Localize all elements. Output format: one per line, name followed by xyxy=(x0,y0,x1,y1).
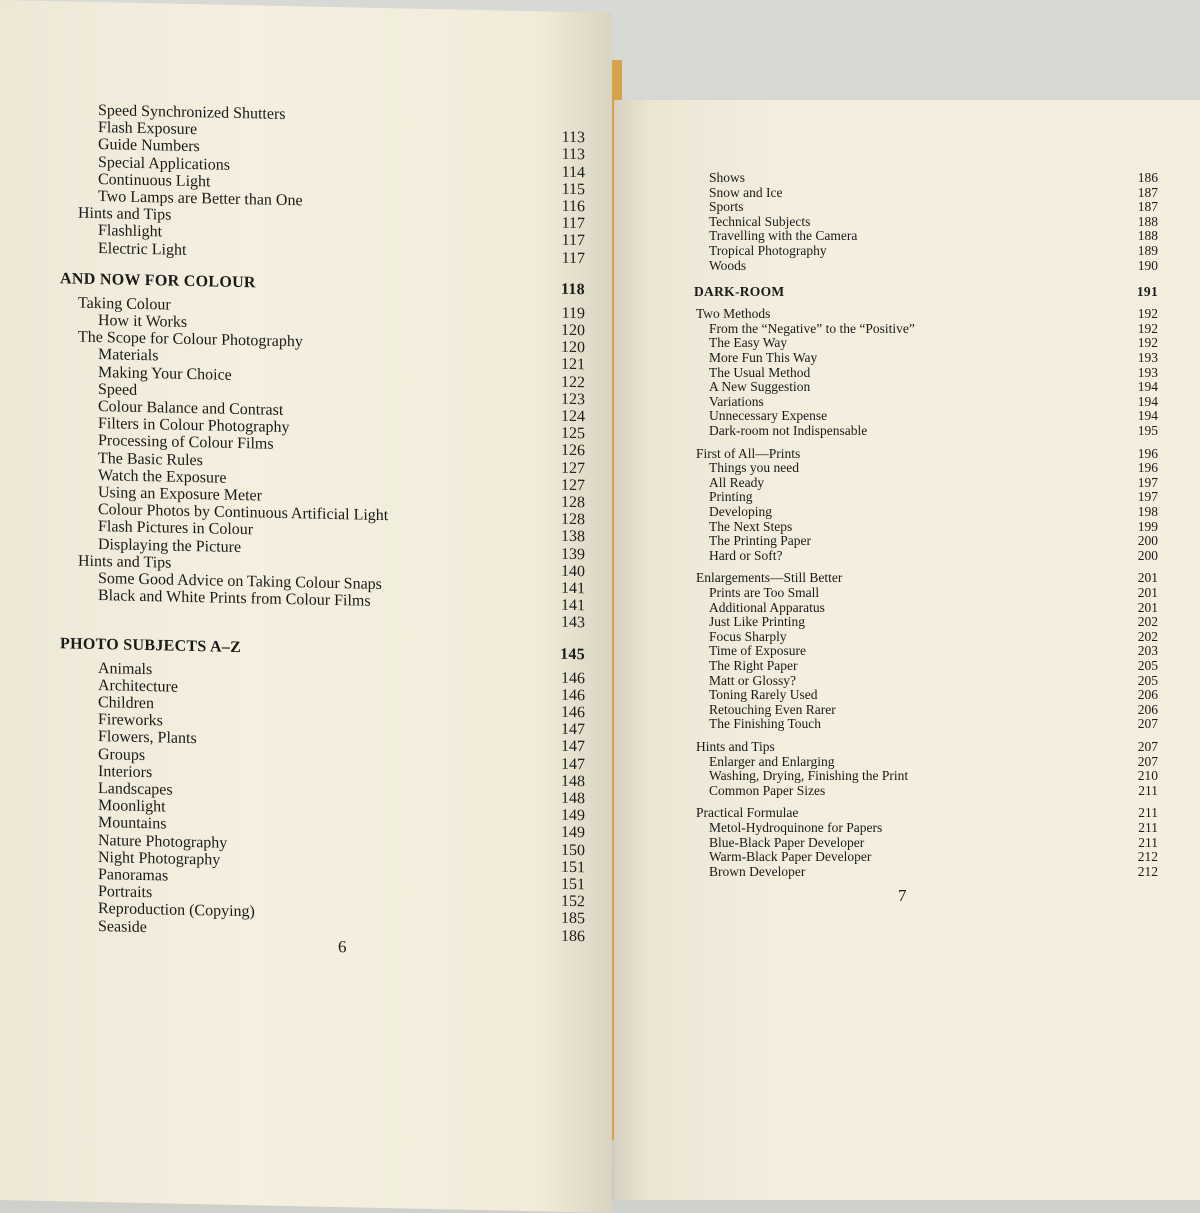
toc-entry-page: 141 xyxy=(561,579,585,598)
toc-entry-title: Continuous Light xyxy=(98,170,211,191)
toc-entry-page: 207 xyxy=(1137,716,1158,732)
toc-entry-title: How it Works xyxy=(98,312,188,331)
toc-entry-title: Brown Developer xyxy=(709,863,806,879)
toc-entry-page: 148 xyxy=(561,789,585,808)
toc-entry-title: The Finishing Touch xyxy=(709,716,822,732)
toc-entry-title: Making Your Choice xyxy=(98,363,232,384)
toc-entry-title: Seaside xyxy=(98,917,147,936)
toc-entry xyxy=(60,239,585,267)
toc-entry xyxy=(60,552,585,581)
toc-entry-title: Electric Light xyxy=(98,239,187,259)
toc-entry-title: Moonlight xyxy=(98,797,166,816)
toc-entry-title: Matt or Glossy? xyxy=(709,672,796,688)
toc-entry-page: 196 xyxy=(1137,445,1158,461)
toc-entry-title: All Ready xyxy=(709,474,765,490)
toc-entry-page: 114 xyxy=(561,163,585,181)
toc-entry-title: Enlarger and Enlarging xyxy=(709,753,835,769)
toc-entry-page: 201 xyxy=(1137,570,1158,586)
toc-entry-page: 146 xyxy=(561,686,585,705)
toc-entry-page: 198 xyxy=(1137,504,1158,519)
toc-entry-title: Just Like Printing xyxy=(709,614,806,630)
toc-entry-page: 192 xyxy=(1137,320,1158,336)
toc-entry-title: Additional Apparatus xyxy=(709,599,825,615)
toc-entry-title: Toning Rarely Used xyxy=(709,687,818,703)
toc-entry-title: Woods xyxy=(709,257,747,273)
toc-entry-title: Speed xyxy=(98,380,138,399)
toc-entry-page: 145 xyxy=(560,645,585,663)
toc-entry-page: 120 xyxy=(561,338,585,357)
toc-entry-title: Animals xyxy=(98,659,153,678)
toc-entry-title: The Scope for Colour Photography xyxy=(78,328,303,351)
toc-entry-page: 118 xyxy=(560,280,585,299)
toc-entry-page: 194 xyxy=(1137,408,1158,424)
toc-entry-page: 185 xyxy=(561,910,585,928)
toc-entry-page: 116 xyxy=(561,197,585,216)
toc-entry-title: Black and White Prints from Colour Films xyxy=(98,587,371,610)
toc-entry-title: Night Photography xyxy=(98,848,221,869)
toc-entry-page: 211 xyxy=(1138,834,1158,850)
toc-entry-page: 192 xyxy=(1137,306,1158,322)
toc-entry-title: Colour Balance and Contrast xyxy=(98,398,284,419)
toc-entry-page: 117 xyxy=(561,232,585,250)
toc-entry-title: Two Methods xyxy=(696,306,771,322)
toc-entry-page: 190 xyxy=(1137,257,1158,273)
toc-entry-title: Flowers, Plants xyxy=(98,728,197,748)
toc-entry-page: 151 xyxy=(561,858,585,877)
toc-entry-page: 140 xyxy=(561,562,585,581)
toc-entry-page: 125 xyxy=(561,424,585,443)
toc-entry-page: 151 xyxy=(561,875,585,894)
toc-entry-title: Retouching Even Rarer xyxy=(709,701,836,717)
toc-entry-title: Reproduction (Copying) xyxy=(98,900,255,921)
toc-entry-page: 201 xyxy=(1137,599,1158,615)
toc-entry-page: 149 xyxy=(561,824,585,842)
toc-entry-title: Flash Exposure xyxy=(98,119,198,139)
toc-entry-title: Portraits xyxy=(98,883,153,902)
toc-entry-title: Hard or Soft? xyxy=(709,547,783,563)
toc-entry-page: 212 xyxy=(1137,863,1158,879)
toc-entry-page: 196 xyxy=(1137,460,1158,476)
toc-entry-title: Using an Exposure Meter xyxy=(98,484,262,505)
toc-entry-page: 128 xyxy=(561,510,585,529)
toc-entry-page: 126 xyxy=(561,442,585,460)
toc-entry-title: Fireworks xyxy=(98,711,163,730)
toc-entry-title: Two Lamps are Better than One xyxy=(98,188,303,210)
toc-entry-title: Printing xyxy=(709,489,753,505)
toc-entry-title: Shows xyxy=(709,170,746,185)
toc-entry-title: Colour Photos by Continuous Artificial Light xyxy=(98,501,389,525)
toc-entry-page: 152 xyxy=(561,892,585,911)
toc-entry-title: Tropical Photography xyxy=(709,243,827,258)
toc-entry-page: 194 xyxy=(1137,379,1158,395)
toc-entry-title: Materials xyxy=(98,346,159,365)
toc-entry-page: 139 xyxy=(561,545,585,563)
right-page xyxy=(614,100,1200,1200)
toc-entry-title: PHOTO SUBJECTS A–Z xyxy=(60,634,242,656)
toc-entry-page: 143 xyxy=(561,614,585,632)
toc-entry-page: 189 xyxy=(1137,243,1158,258)
toc-entry-title: Snow and Ice xyxy=(709,184,783,200)
toc-entry-page: 127 xyxy=(561,459,585,477)
toc-entry-title: Sports xyxy=(709,199,744,215)
toc-left xyxy=(60,101,585,945)
toc-entry-page: 211 xyxy=(1138,805,1158,821)
toc-entry-title: From the “Negative” to the “Positive” xyxy=(709,320,915,336)
toc-entry-title: Mountains xyxy=(98,814,167,833)
toc-entry-title: Focus Sharply xyxy=(709,628,787,644)
toc-entry-page: 205 xyxy=(1137,672,1158,688)
toc-entry-page: 211 xyxy=(1138,782,1158,798)
toc-entry-title: Guide Numbers xyxy=(98,136,200,156)
toc-entry-page: 191 xyxy=(1136,284,1158,300)
toc-entry-page: 117 xyxy=(561,249,585,267)
toc-entry-title: Blue-Black Paper Developer xyxy=(709,834,865,850)
toc-entry-page: 121 xyxy=(561,356,585,374)
toc-entry-page: 195 xyxy=(1137,423,1158,438)
toc-entry-page: 147 xyxy=(561,738,585,756)
toc-entry-page: 188 xyxy=(1137,228,1158,244)
toc-entry-title: Watch the Exposure xyxy=(98,466,227,487)
toc-entry-title: The Next Steps xyxy=(709,518,793,534)
toc-entry-page: 127 xyxy=(561,476,585,495)
toc-entry-title: Developing xyxy=(709,504,772,519)
toc-entry-page: 148 xyxy=(561,772,585,791)
toc-entry-page: 138 xyxy=(561,528,585,546)
toc-entry-title: Metol-Hydroquinone for Papers xyxy=(709,820,883,835)
toc-entry-page: 187 xyxy=(1137,199,1158,215)
toc-entry-page: 205 xyxy=(1137,658,1158,673)
toc-entry-page: 113 xyxy=(561,128,585,147)
toc-entry-title: Landscapes xyxy=(98,780,173,799)
toc-entry-page: 186 xyxy=(561,927,585,945)
toc-entry-title: Travelling with the Camera xyxy=(709,228,858,244)
toc-entry xyxy=(60,634,585,663)
toc-entry-title: Some Good Advice on Taking Colour Snaps xyxy=(98,570,382,593)
toc-entry-title: First of All—Prints xyxy=(696,445,801,461)
toc-entry-page: 124 xyxy=(561,407,585,426)
toc-entry-title: Unnecessary Expense xyxy=(709,408,828,424)
toc-entry-title: Practical Formulae xyxy=(696,805,799,821)
toc-entry xyxy=(60,101,585,123)
toc-entry-page: 202 xyxy=(1137,614,1158,630)
toc-entry-page: 193 xyxy=(1137,364,1158,380)
toc-entry-page: 122 xyxy=(561,373,585,391)
toc-entry-page: 119 xyxy=(561,304,585,323)
toc-entry-page: 194 xyxy=(1137,393,1158,409)
toc-entry-title: Washing, Drying, Finishing the Print xyxy=(709,768,909,784)
toc-entry-title: Panoramas xyxy=(98,866,169,885)
toc-entry-page: 197 xyxy=(1137,489,1158,505)
toc-entry-page: 113 xyxy=(561,146,585,164)
toc-entry-page: 146 xyxy=(561,703,585,722)
toc-entry-page: 200 xyxy=(1137,547,1158,563)
toc-entry-page: 206 xyxy=(1137,701,1158,717)
toc-entry-title: Architecture xyxy=(98,676,178,696)
toc-entry-page: 117 xyxy=(561,214,585,233)
toc-entry-page: 192 xyxy=(1137,335,1158,351)
toc-entry-page: 210 xyxy=(1137,768,1158,784)
toc-entry-title: Common Paper Sizes xyxy=(709,782,826,798)
toc-entry-title: Nature Photography xyxy=(98,831,228,852)
toc-entry-page: 211 xyxy=(1138,820,1158,835)
toc-entry-page: 149 xyxy=(561,806,585,825)
toc-entry-page: 202 xyxy=(1137,628,1158,644)
toc-entry-page: 207 xyxy=(1137,739,1158,754)
toc-entry-title: Hints and Tips xyxy=(78,552,172,572)
toc-entry-title: AND NOW FOR COLOUR xyxy=(60,270,256,292)
toc-entry-title: The Basic Rules xyxy=(98,449,203,469)
toc-entry-title: DARK-ROOM xyxy=(694,284,785,300)
toc-entry-title: Prints are Too Small xyxy=(709,585,820,600)
toc-entry-page: 203 xyxy=(1137,643,1158,659)
toc-entry-title: Filters in Colour Photography xyxy=(98,415,290,437)
toc-entry-title: Warm-Black Paper Developer xyxy=(709,849,872,865)
toc-entry-title: Processing of Colour Films xyxy=(98,432,274,454)
toc-entry-title: Displaying the Picture xyxy=(98,535,242,556)
toc-entry-page: 147 xyxy=(561,755,585,773)
toc-entry-title: The Right Paper xyxy=(709,658,798,673)
toc-entry-title: Children xyxy=(98,694,154,713)
toc-entry-page: 200 xyxy=(1137,533,1158,549)
toc-entry-page: 201 xyxy=(1137,585,1158,600)
toc-entry-page: 141 xyxy=(561,596,585,615)
toc-entry-title: Flashlight xyxy=(98,222,163,241)
toc-entry-title: The Usual Method xyxy=(709,364,811,380)
toc-entry-title: Things you need xyxy=(709,460,799,476)
toc-entry-title: A New Suggestion xyxy=(709,379,811,395)
toc-entry-title: Dark-room not Indispensable xyxy=(709,423,868,438)
toc-entry-page: 146 xyxy=(561,669,585,687)
toc-entry-title: Hints and Tips xyxy=(696,739,775,754)
toc-entry-title: Hints and Tips xyxy=(78,204,172,224)
toc-entry-title: Technical Subjects xyxy=(709,213,811,229)
toc-entry xyxy=(60,569,585,598)
toc-entry-title: Interiors xyxy=(98,762,153,781)
toc-entry-page: 188 xyxy=(1137,213,1158,229)
toc-entry-page: 120 xyxy=(561,321,585,340)
toc-entry-page: 187 xyxy=(1137,184,1158,200)
toc-entry xyxy=(60,270,585,299)
page-number-right: 7 xyxy=(898,886,907,905)
toc-entry-page: 207 xyxy=(1137,753,1158,769)
toc-entry-title: Groups xyxy=(98,745,146,764)
toc-entry-title: Time of Exposure xyxy=(709,643,806,659)
toc-entry-page: 128 xyxy=(561,493,585,512)
toc-entry-page: 197 xyxy=(1137,474,1158,490)
toc-entry-title: Enlargements—Still Better xyxy=(696,570,843,586)
toc-entry-page: 147 xyxy=(561,720,585,739)
toc-entry xyxy=(60,917,585,945)
toc-entry-page: 150 xyxy=(561,841,585,859)
toc-entry-page: 206 xyxy=(1137,687,1158,703)
toc-entry-title: Variations xyxy=(709,393,764,409)
toc-entry-page: 186 xyxy=(1137,170,1158,185)
toc-entry-page: 123 xyxy=(561,390,585,409)
toc-entry-title: Flash Pictures in Colour xyxy=(98,518,254,539)
toc-entry xyxy=(60,483,585,512)
toc-entry-title: The Printing Paper xyxy=(709,533,811,549)
toc-entry-page: 199 xyxy=(1137,518,1158,534)
toc-entry-title: Speed Synchronized Shutters xyxy=(98,102,286,123)
toc-entry-title: Special Applications xyxy=(98,153,230,174)
page-number-left: 6 xyxy=(338,937,347,957)
toc-entry-title: Taking Colour xyxy=(78,294,171,314)
toc-entry-title: More Fun This Way xyxy=(709,350,818,365)
toc-entry-page: 212 xyxy=(1137,849,1158,865)
toc-entry-page: 193 xyxy=(1137,350,1158,365)
toc-entry-page: 115 xyxy=(561,180,585,199)
toc-entry-title: The Easy Way xyxy=(709,335,788,351)
